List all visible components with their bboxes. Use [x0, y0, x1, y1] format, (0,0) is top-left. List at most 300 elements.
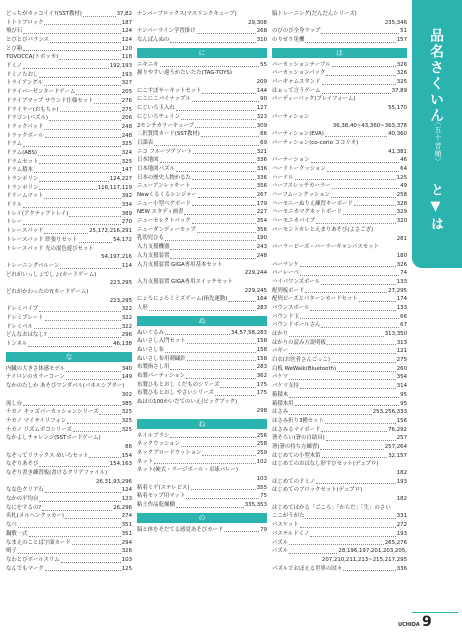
dot-leader [65, 518, 121, 519]
index-sidebar [412, 0, 462, 268]
dot-leader [50, 42, 121, 43]
index-entry-name: バーランケ [272, 261, 299, 268]
dot-leader [202, 455, 255, 456]
index-entry-name: ドラムセット [6, 158, 39, 165]
index-entry [6, 323, 132, 332]
index-entry-pages: 46 [400, 157, 407, 164]
dot-leader [300, 318, 399, 319]
index-entry-pages: 79 [260, 526, 267, 533]
index-entry [272, 478, 407, 487]
dot-leader [181, 446, 256, 447]
index-entry [137, 501, 267, 510]
index-entry-pages: 351 [121, 530, 132, 537]
index-entry-pages: 325 [121, 426, 132, 433]
index-entry-pages: 325 [121, 409, 132, 416]
index-entry-name: にこすぽサーキットセット [137, 87, 202, 94]
index-entry-name: 入力支援装置 GIGA専用スイッチセット [137, 278, 233, 285]
index-entry-name: 箱積木 [272, 391, 289, 398]
index-entry-name: バーディーパック(プレイフォーム) [272, 96, 356, 103]
index-entry [6, 80, 132, 89]
index-entry [137, 304, 267, 313]
index-entry-name: パーテーション [272, 157, 310, 164]
dot-leader [23, 68, 109, 69]
index-entry [137, 329, 267, 338]
dot-leader [331, 362, 396, 363]
index-entry-name: ドライバーゼンタードゲーム [6, 89, 76, 96]
index-entry [272, 36, 407, 45]
index-entry [272, 61, 407, 70]
index-entry [272, 382, 407, 391]
dot-leader [228, 301, 255, 302]
index-entry-name: バケツ支持 [272, 383, 299, 390]
index-entry-name: どっちがカッコイイ?(SST教材) [6, 10, 82, 17]
index-entry-name: TOVOCCA(トボッカ) [6, 54, 59, 61]
index-entry [6, 36, 132, 45]
index-entry-pages: 158 [256, 338, 267, 345]
dot-leader [23, 405, 121, 406]
dot-leader [170, 437, 255, 438]
dot-leader [59, 59, 120, 60]
index-entry [6, 245, 132, 254]
dot-leader [186, 378, 256, 379]
index-entry-name: 脳と体をそだてる感覚あそびカード [137, 526, 224, 533]
index-entry-name: ニューダンディーモップ [137, 226, 196, 233]
index-entry-name: のびのび全身ラップ [272, 28, 321, 35]
index-entry-name: トンネル [6, 341, 28, 348]
dot-leader [325, 423, 396, 424]
dot-leader [154, 463, 256, 464]
dot-leader [322, 457, 388, 458]
index-entry-pages: 64 [400, 165, 407, 172]
dot-leader [23, 224, 121, 225]
dot-leader [34, 328, 121, 329]
group-to [6, 10, 132, 349]
dot-leader [359, 301, 396, 302]
dot-leader [316, 223, 396, 224]
dot-leader [39, 466, 108, 467]
index-entry-name: ナカノ リズムボコシリーズ [6, 426, 72, 433]
dot-leader [311, 162, 400, 163]
index-entry-pages: 248 [121, 123, 132, 130]
index-entry-name: バギー [272, 348, 289, 355]
index-entry-name: ネックブロードウッション [137, 449, 202, 456]
index-entry [137, 355, 267, 364]
index-entry-pages: 54,172 [113, 236, 132, 243]
index-entry-pages: 309 [256, 122, 267, 129]
dot-leader [176, 171, 256, 172]
index-entry [137, 381, 267, 390]
dot-leader [198, 197, 256, 198]
index-entry-name: はかり [272, 331, 289, 338]
index-entry [137, 122, 267, 131]
dot-leader [300, 266, 396, 267]
index-entry [272, 139, 407, 148]
index-entry-name: ドラゴン(パズル) [6, 115, 48, 122]
index-entry [137, 295, 267, 304]
index-entry [272, 27, 407, 36]
index-entry [6, 504, 132, 513]
index-entry-pages: 253,256,333 [372, 409, 407, 416]
dot-leader [39, 189, 96, 190]
index-entry [6, 530, 132, 539]
index-column-1 [6, 10, 132, 573]
index-entry [272, 521, 407, 530]
dot-leader [354, 205, 396, 206]
index-entry [137, 96, 267, 105]
index-entry-pages: 116,117,119 [97, 184, 132, 191]
index-entry-name: ハーモニーぬりえ練習キーボード [272, 200, 353, 207]
dot-leader [326, 440, 396, 441]
index-entry-pages: 90 [260, 96, 267, 103]
index-entry-name: バーラービーズ・バーラーキャンパスセット [272, 244, 379, 251]
index-entry [137, 449, 267, 458]
dot-leader [66, 379, 121, 380]
index-entry-name: バケツ [272, 374, 289, 381]
group-no-cont [272, 10, 407, 45]
index-entry-name: バウンスボール [272, 304, 310, 311]
index-entry [6, 192, 132, 201]
index-entry [137, 36, 267, 45]
dot-leader [295, 405, 400, 406]
dot-leader [170, 42, 255, 43]
index-entry-pages: 310 [256, 37, 267, 44]
dot-leader [187, 360, 256, 361]
dot-leader [289, 397, 399, 398]
index-entry-pages: 272 [396, 522, 407, 529]
index-entry-name: ドレミプレート [6, 315, 44, 322]
index-entry [272, 261, 407, 270]
index-entry [6, 288, 132, 297]
index-entry [137, 87, 267, 96]
index-entry [6, 417, 132, 426]
index-entry [137, 346, 267, 355]
index-entry-pages: 243 [256, 244, 267, 251]
index-entry-name: 鍋敷一式 [6, 530, 28, 537]
dot-leader [176, 110, 256, 111]
dot-leader [99, 414, 120, 415]
index-entry [137, 398, 267, 407]
index-entry-pages: 76,292 [388, 426, 407, 433]
index-entry-name: トレーニングバルーン [6, 262, 60, 269]
dot-leader [224, 531, 259, 532]
index-entry-name: はじめてのドミノ [272, 478, 316, 485]
index-entry [6, 166, 132, 175]
index-entry [6, 434, 132, 443]
index-entry-pages: 265,276 [384, 539, 407, 546]
dot-leader [197, 33, 256, 34]
dot-leader [176, 507, 244, 508]
index-entry [6, 400, 132, 409]
index-entry [272, 365, 407, 374]
index-entry-pages: 327 [121, 80, 132, 87]
dot-leader [193, 153, 256, 154]
index-entry-name: ネックウッション [137, 441, 180, 448]
index-entry-pages: 34,57,58,283 [230, 329, 267, 336]
dot-leader [18, 553, 121, 554]
index-entry [272, 304, 407, 313]
dot-leader [73, 431, 121, 432]
index-entry-name: はじめてのおはなし形すびセット(デュプロ) [272, 461, 379, 468]
dot-leader [220, 387, 255, 388]
index-entry-name: 箸(箸の持ち方練習) [272, 443, 320, 450]
index-entry-pages: 334 [121, 202, 132, 209]
index-entry-pages: 124,227 [109, 176, 132, 183]
index-entry-pages: 326 [396, 61, 407, 68]
index-entry [137, 174, 267, 183]
index-entry [6, 262, 132, 271]
index-entry [6, 62, 132, 71]
dot-leader [170, 258, 255, 259]
index-entry [6, 97, 132, 106]
group-nu [137, 329, 267, 416]
index-entry-pages: 75 [260, 493, 267, 500]
index-title: 品名さくいん [428, 28, 444, 124]
index-entry [137, 235, 267, 244]
index-entry-name: どんなおはなし? [6, 332, 47, 339]
index-entry-name: はさみるマイボード [272, 426, 321, 433]
kana-header-ha: は [272, 48, 407, 58]
index-entry-pages: 259 [256, 449, 267, 456]
index-entry-pages: 326 [396, 70, 407, 77]
index-entry-name: 粘土作品乾燥棚 [137, 502, 175, 509]
dot-leader [321, 284, 396, 285]
index-entry [6, 184, 132, 193]
index-entry-name: パーティション [272, 113, 310, 120]
index-entry-pages: 95 [400, 400, 407, 407]
index-entry-pages: 325 [121, 417, 132, 424]
index-entry [272, 208, 407, 217]
index-entry-name: ハードル [272, 174, 294, 181]
index-entry [6, 45, 132, 54]
index-entry-pages: 118 [121, 54, 132, 61]
index-entry [6, 71, 132, 80]
index-entry-name: NEW スタディ画書 [137, 209, 184, 216]
index-entry-continuation: 298 [256, 407, 267, 414]
index-entry [6, 132, 132, 141]
index-entry-pages: 66 [400, 313, 407, 320]
index-entry-pages: 190 [256, 235, 267, 242]
index-entry-pages: 193 [396, 478, 407, 485]
dot-leader [170, 249, 255, 250]
index-entry-name: トランポリン [6, 184, 39, 191]
index-entry-name: にじいろ玉入れ [137, 105, 175, 112]
index-entry [272, 78, 407, 87]
index-entry-pages: 328 [396, 200, 407, 207]
index-entry-pages: 102 [256, 458, 267, 465]
index-entry-name: パズル [272, 539, 289, 546]
dot-leader [321, 33, 399, 34]
index-entry [272, 513, 407, 522]
dot-leader [66, 371, 121, 372]
index-entry-pages: 313,350 [384, 331, 407, 338]
page-number: 9 [422, 614, 432, 630]
index-entry [6, 114, 132, 123]
index-entry-pages: 248 [121, 132, 132, 139]
index-entry [6, 88, 132, 97]
index-entry-pages: 322 [121, 323, 132, 330]
dot-leader [325, 136, 387, 137]
index-entry-pages: 46,138 [113, 341, 132, 348]
index-entry-name: のりせり免機 [272, 37, 305, 44]
index-entry-pages: 267 [256, 192, 267, 199]
index-entry-continuation: 26,31,93,296 [95, 478, 132, 485]
index-entry-pages: 49 [400, 183, 407, 190]
index-entry-name: トラックボール [6, 132, 44, 139]
index-entry [272, 434, 407, 443]
index-entry-pages: 123 [121, 496, 132, 503]
index-entry-pages: 355 [256, 484, 267, 491]
index-entry [6, 452, 132, 461]
index-entry-pages: 340 [121, 365, 132, 372]
dot-leader [44, 129, 120, 130]
index-entry-name: 配列ビーズとパターンカードセット [272, 296, 358, 303]
index-entry-pages: 174 [396, 296, 407, 303]
index-entry-pages: 55 [260, 61, 267, 68]
index-entry-pages: 154 [121, 452, 132, 459]
dot-leader [295, 179, 396, 180]
index-entry-continuation: 209 [256, 79, 267, 86]
index-entry-continuation: 281 [396, 235, 407, 242]
dot-leader [320, 449, 383, 450]
index-entry [272, 130, 407, 139]
index-entry [272, 504, 407, 513]
index-entry-name: ドレミパイプ [6, 306, 39, 313]
index-entry-name: パズルでおぼえる世界の国々 [272, 565, 343, 572]
index-entry-name: なまえのことば字面カード [6, 539, 71, 546]
index-entry [137, 148, 267, 157]
index-entry-pages: 258 [396, 192, 407, 199]
index-entry-pages: 389 [121, 210, 132, 217]
index-entry [137, 156, 267, 165]
index-entry [272, 269, 407, 278]
dot-leader [94, 103, 120, 104]
index-entry [137, 61, 267, 70]
index-entry [137, 466, 267, 475]
index-entry-name: ハードトークッション [272, 165, 326, 172]
index-entry [272, 278, 407, 287]
dot-leader [18, 527, 121, 528]
index-entry-pages: 187 [121, 19, 132, 26]
index-entry [272, 10, 407, 19]
index-entry-name: なぞり書き練習板(書けるクリアファイル) [6, 470, 108, 477]
index-entry-name: トランポリン [6, 176, 39, 183]
index-entry-pages: 25,172,216,291 [89, 228, 132, 235]
index-entry-continuation: 302 [121, 391, 132, 398]
index-entry [6, 10, 132, 19]
index-entry [137, 208, 267, 217]
dot-leader [300, 388, 396, 389]
index-entry [6, 314, 132, 323]
index-entry-continuation: 229,244 [244, 270, 267, 277]
dot-leader [289, 353, 396, 354]
dot-leader [76, 94, 120, 95]
index-entry-continuation: 54,197,216 [101, 254, 132, 261]
index-entry-pages: 326 [121, 548, 132, 555]
dot-leader [67, 423, 121, 424]
index-entry-name: ナイロンのカラーコーン [6, 374, 65, 381]
index-entry-pages: 324 [121, 149, 132, 156]
index-entry [137, 363, 267, 372]
dot-leader [321, 431, 387, 432]
index-entry-pages: 164 [256, 296, 267, 303]
index-entry [137, 261, 267, 270]
dot-leader [321, 327, 399, 328]
index-entry-pages: 154,163 [109, 461, 132, 468]
index-entry-pages: 256 [256, 432, 267, 439]
index-entry [6, 210, 132, 219]
index-entry-name: 人形 [137, 304, 148, 311]
index-entry [137, 484, 267, 493]
index-entry-name: 内臓の大きさ体感モデル [6, 365, 66, 372]
index-entry-name: 二択質問カード(SST教材) [137, 131, 200, 138]
index-entry-name: ドラム [6, 141, 23, 148]
dot-leader [331, 197, 396, 198]
dot-leader [60, 111, 121, 112]
index-entry-pages: 206 [121, 115, 132, 122]
index-entry-pages: 257 [396, 435, 407, 442]
dot-leader [197, 232, 256, 233]
index-entry [6, 149, 132, 158]
dot-leader [45, 492, 121, 493]
index-entry-name: 粘着ミゲ(ステレビス) [137, 484, 190, 491]
index-entry-pages: 322 [121, 315, 132, 322]
index-entry-continuation: 86 [125, 444, 132, 450]
index-entry-pages: 336 [256, 157, 267, 164]
index-entry-name: 入力支援装置 [137, 252, 170, 259]
dot-leader [45, 137, 121, 138]
kana-header-nu: ぬ [137, 316, 267, 326]
index-entry-name: ドミノたおし [6, 71, 39, 78]
index-entry [6, 521, 132, 530]
index-entry-name: なぞってリラックス めいろセット [6, 452, 89, 459]
kana-header-ni: に [137, 48, 267, 58]
index-entry-name: ネイルブラシ [137, 432, 170, 439]
index-entry-name: なにをするの? [6, 504, 42, 511]
dot-leader [44, 198, 120, 199]
index-entry-name: はかりの読み方説明板 [272, 339, 326, 346]
index-entry-pages: 40,360 [388, 131, 407, 138]
index-entry [6, 175, 132, 184]
index-entry-name: パズル [272, 548, 289, 555]
index-entry-pages: 69 [260, 139, 267, 146]
index-entry-continuation: 182 [396, 496, 407, 503]
index-entry-name: ドレミベル [6, 323, 33, 330]
index-entry-pages: 124 [121, 487, 132, 494]
index-entry-pages: 37,89 [391, 87, 407, 94]
index-entry-pages: 258 [256, 441, 267, 448]
dot-leader [39, 181, 108, 182]
dot-leader [149, 310, 256, 311]
index-entry-pages: 179 [256, 200, 267, 207]
index-entry [272, 113, 407, 122]
index-entry [272, 443, 407, 452]
index-entry-name: はさみ折り3種セット [272, 417, 324, 424]
dot-leader [343, 570, 396, 571]
dot-leader [184, 214, 255, 215]
index-entry-name: ナカノ キッズパーカッションシリーズ [6, 409, 99, 416]
index-kana-range: と▼は [428, 183, 443, 233]
index-entry-name: ニューアンレッキート [137, 183, 191, 190]
index-entry [272, 69, 407, 78]
index-entry-pages: 86 [260, 131, 267, 138]
dot-leader [195, 127, 256, 128]
index-entry [137, 200, 267, 209]
index-entry-pages: 37,82 [116, 10, 132, 17]
index-entry-name: 日課表 [137, 139, 154, 146]
index-entry [6, 201, 132, 210]
kana-header-no: の [137, 513, 267, 523]
index-entry [137, 27, 267, 36]
